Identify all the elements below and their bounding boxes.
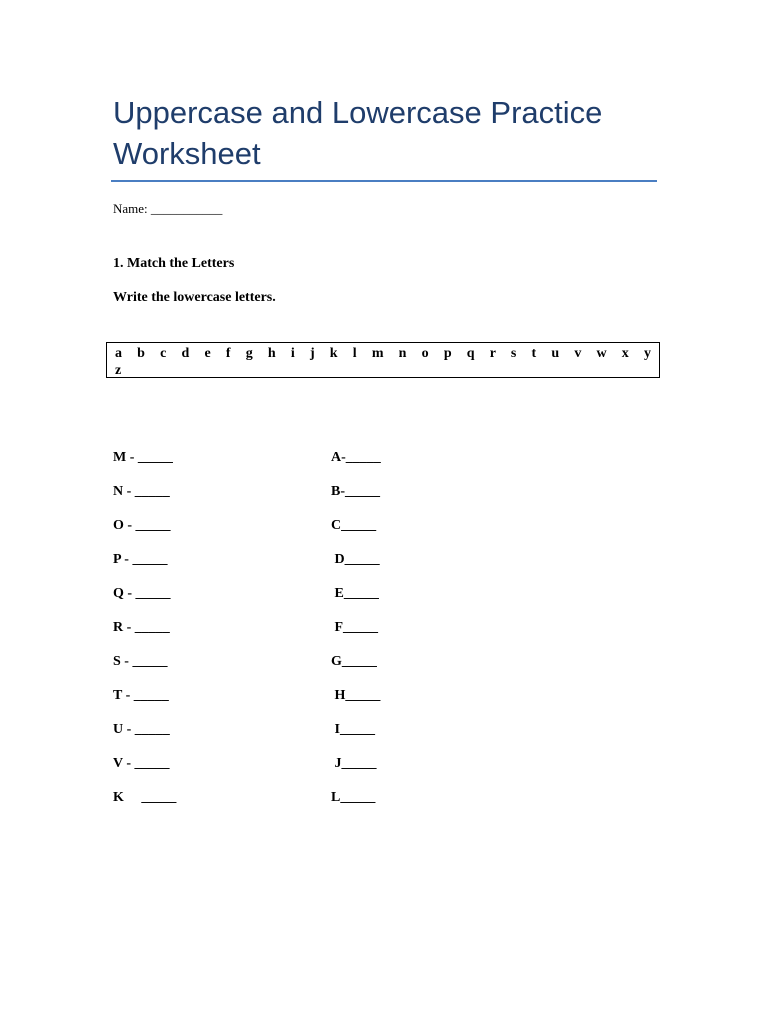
pair-row <box>113 789 513 823</box>
uppercase-blank: I_____ <box>331 722 375 737</box>
name-field: Name: ___________ <box>113 201 223 216</box>
uppercase-blank: O - _____ <box>113 518 171 533</box>
uppercase-blank: S - _____ <box>113 654 168 669</box>
uppercase-blank: E_____ <box>331 586 379 601</box>
uppercase-blank: Q - _____ <box>113 586 171 601</box>
letter-box-row-2: z <box>115 363 122 378</box>
worksheet-title: Uppercase and Lowercase Practice Worksheet <box>113 95 603 171</box>
uppercase-blank: L_____ <box>331 790 376 805</box>
uppercase-blank: H_____ <box>331 688 381 703</box>
matching-pairs <box>113 449 513 823</box>
pair-row <box>113 653 513 687</box>
uppercase-blank: D_____ <box>331 552 380 567</box>
uppercase-blank: A-_____ <box>331 450 381 465</box>
uppercase-blank: B-_____ <box>331 484 380 499</box>
pair-row <box>113 585 513 619</box>
pair-row <box>113 449 513 483</box>
instruction-text: Write the lowercase letters. <box>113 290 276 305</box>
letter-box-row-1: a b c d e f g h i j k l m n o p q r s t u v w x y <box>115 346 651 361</box>
uppercase-blank: G_____ <box>331 654 377 669</box>
uppercase-blank: F_____ <box>331 620 379 635</box>
lowercase-letter-box <box>106 342 660 378</box>
uppercase-blank: J_____ <box>331 756 377 771</box>
uppercase-blank: U - _____ <box>113 722 170 737</box>
uppercase-blank: R - _____ <box>113 620 170 635</box>
uppercase-blank: V - _____ <box>113 756 170 771</box>
pair-row <box>113 483 513 517</box>
uppercase-blank: P - _____ <box>113 552 168 567</box>
uppercase-blank: T - _____ <box>113 688 169 703</box>
pair-row <box>113 517 513 551</box>
uppercase-blank: M - _____ <box>113 450 173 465</box>
pair-row <box>113 551 513 585</box>
pair-row <box>113 619 513 653</box>
pair-row <box>113 687 513 721</box>
uppercase-blank: C_____ <box>331 518 377 533</box>
section-heading: 1. Match the Letters <box>113 256 235 271</box>
pair-row <box>113 755 513 789</box>
uppercase-blank: K _____ <box>113 790 177 805</box>
title-divider <box>111 180 657 182</box>
uppercase-blank: N - _____ <box>113 484 170 499</box>
pair-row <box>113 721 513 755</box>
